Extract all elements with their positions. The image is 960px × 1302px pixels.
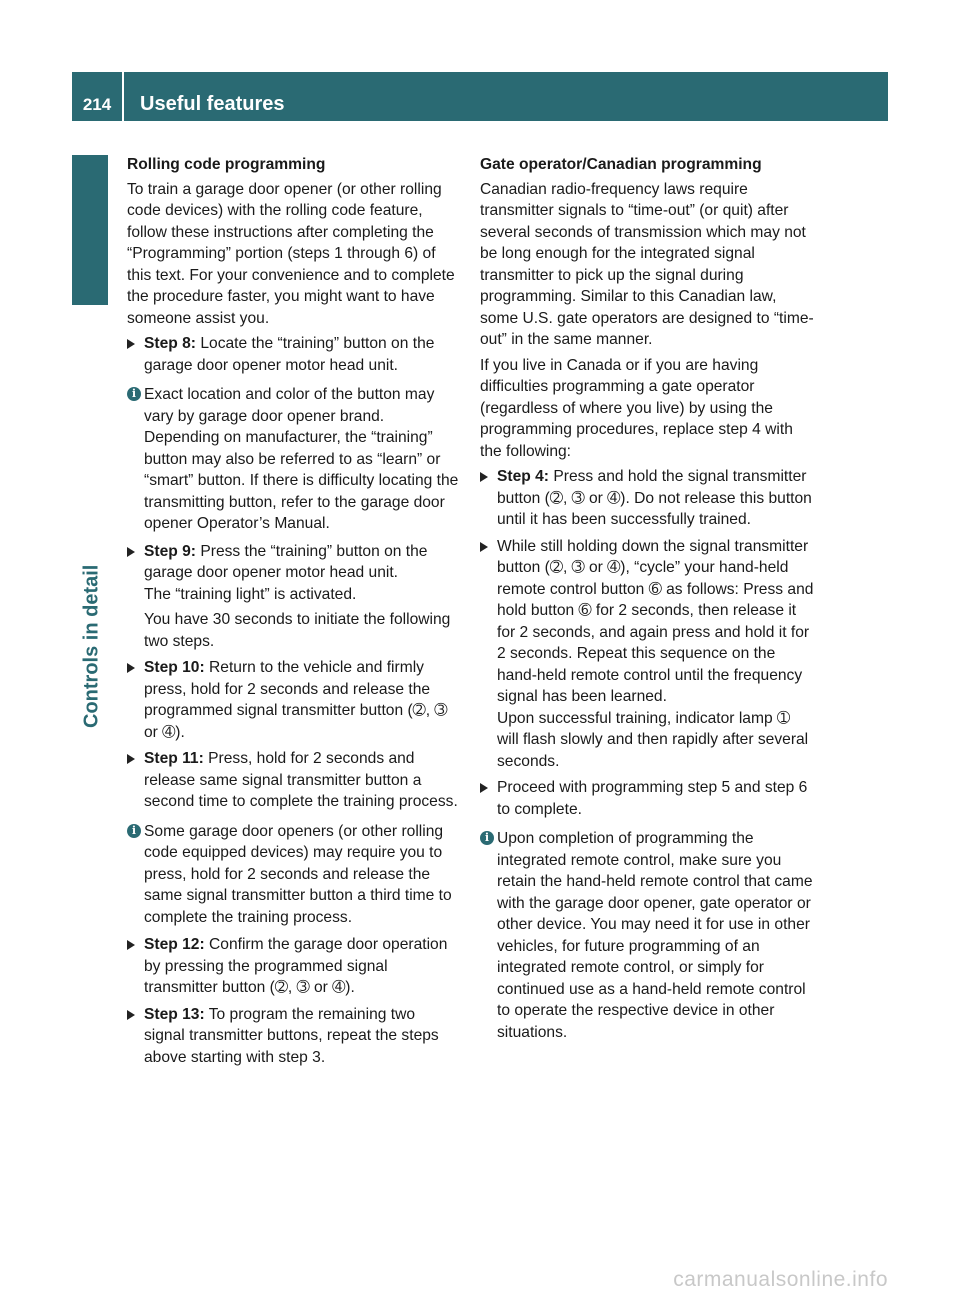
intro-paragraph-2: If you live in Canada or if you are having difficulties programming a gate operator (regardless of where you live) by using the programming procedures, replace step 4 with the following: — [480, 356, 793, 460]
step-hold-cycle — [480, 536, 814, 773]
step-label: Step 12: — [144, 936, 205, 953]
step-label: Step 10: — [144, 659, 205, 676]
step-text: While still holding down the signal transmitter button (➁, ➂ or ➃), “cycle” your hand-held remote control button ➅ as follows: Press and hold button ➅ for 2 seconds, then release it for 2 seconds, and again press and hold it for 2 seconds. Repeat this sequence on the hand-held remote control until the frequency signal has been learned. — [497, 537, 814, 705]
intro-paragraph: To train a garage door opener (or other rolling code devices) with the rolling code feature, follow these instructions after completing the “Programming” portion (steps 1 through 6) of this text. For your convenience and to complete the procedure faster, you might want to have someone assist you. — [127, 180, 455, 327]
step-label: Step 13: — [144, 1005, 205, 1023]
info-note-3 — [480, 828, 814, 1043]
step-13 — [127, 1004, 460, 1069]
step-text: To program the remaining two signal transmitter buttons, repeat the steps above starting with step 3. — [144, 1005, 439, 1066]
step-text: Return to the vehicle and firmly press, hold for 2 seconds and release the programmed signal transmitter button (➁, ➂ or ➃). — [144, 659, 448, 741]
step-result: The “training light” is activated. — [144, 585, 357, 603]
note-text: Upon completion of programming the integrated remote control, make sure you retain the hand-held remote control that came with the garage door opener, gate operator or other device. You may need it for use in other vehicles, for future programming of an integrated remote control, or simply for continued use as a hand-held remote control to operate the respective device in other situations. — [497, 830, 813, 1041]
step-arrow-icon — [127, 547, 135, 557]
step-text: Proceed with programming step 5 and step 6 to complete. — [497, 779, 808, 818]
step-label: Step 11: — [144, 750, 204, 767]
side-tab-block — [72, 155, 108, 305]
step-arrow-icon — [480, 472, 488, 482]
step-12 — [127, 934, 460, 999]
step-proceed — [480, 777, 814, 820]
header-bar — [72, 72, 888, 121]
step-arrow-icon — [127, 1010, 135, 1020]
info-note-1 — [127, 384, 460, 535]
step-arrow-icon — [127, 339, 135, 349]
side-tab-label: Controls in detail — [80, 564, 103, 728]
page-title: Useful features — [140, 93, 285, 115]
step-label: Step 9: — [144, 542, 196, 560]
step-10 — [127, 657, 460, 743]
step-11 — [127, 748, 460, 813]
page-number: 214 — [72, 72, 124, 121]
watermark: carmanualsonline.info — [673, 1268, 888, 1291]
info-icon: i — [127, 387, 141, 401]
left-column — [127, 154, 460, 1073]
step-8 — [127, 333, 460, 376]
step-arrow-icon — [480, 542, 488, 552]
step-arrow-icon — [127, 940, 135, 950]
step-text: Confirm the garage door operation by pressing the programmed signal transmitter button (➁, ➂ or ➃). — [144, 936, 448, 996]
step-arrow-icon — [480, 783, 488, 793]
step-extra: You have 30 seconds to initiate the following two steps. — [144, 611, 451, 650]
step-arrow-icon — [127, 754, 135, 764]
step-text: Press and hold the signal transmitter button (➁, ➂ or ➃). Do not release this button until it has been successfully trained. — [497, 468, 812, 528]
step-4 — [480, 466, 814, 531]
info-note-2 — [127, 821, 460, 929]
step-text: Press the “training” button on the garage door opener motor head unit. — [144, 542, 428, 581]
note-text: Exact location and color of the button may vary by garage door opener brand. Depending on manufacturer, the “training” button may also be referred to as “learn” or “smart” button. If there is difficulty locating the transmitting button, refer to the garage door opener Operator’s Manual. — [144, 386, 459, 532]
step-9 — [127, 541, 460, 653]
info-icon: i — [480, 831, 494, 845]
intro-paragraph-1: Canadian radio-frequency laws require transmitter signals to “time-out” (or quit) after several seconds of transmission which may not be long enough for the integrated signal transmitter to pick up the signal during programming. Similar to this Canadian law, some U.S. gate operators are designed to “time-out” in the same manner. — [480, 180, 814, 348]
section-heading-gate-operator: Gate operator/Canadian programming — [480, 156, 762, 173]
step-text: Press, hold for 2 seconds and release same signal transmitter button a second time to complete the training process. — [144, 750, 458, 810]
right-column — [480, 154, 814, 1049]
info-icon: i — [127, 824, 141, 838]
note-text: Some garage door openers (or other rolling code equipped devices) may require you to press, hold for 2 seconds and release the same signal transmitter button a third time to complete the training process. — [144, 822, 452, 926]
section-heading-rolling-code: Rolling code programming — [127, 156, 326, 173]
step-label: Step 4: — [497, 468, 549, 485]
step-arrow-icon — [127, 663, 135, 673]
step-label: Step 8: — [144, 335, 196, 352]
step-text: Locate the “training” button on the garage door opener motor head unit. — [144, 335, 435, 374]
step-result: Upon successful training, indicator lamp ➀ will flash slowly and then rapidly after several seconds. — [497, 709, 809, 770]
